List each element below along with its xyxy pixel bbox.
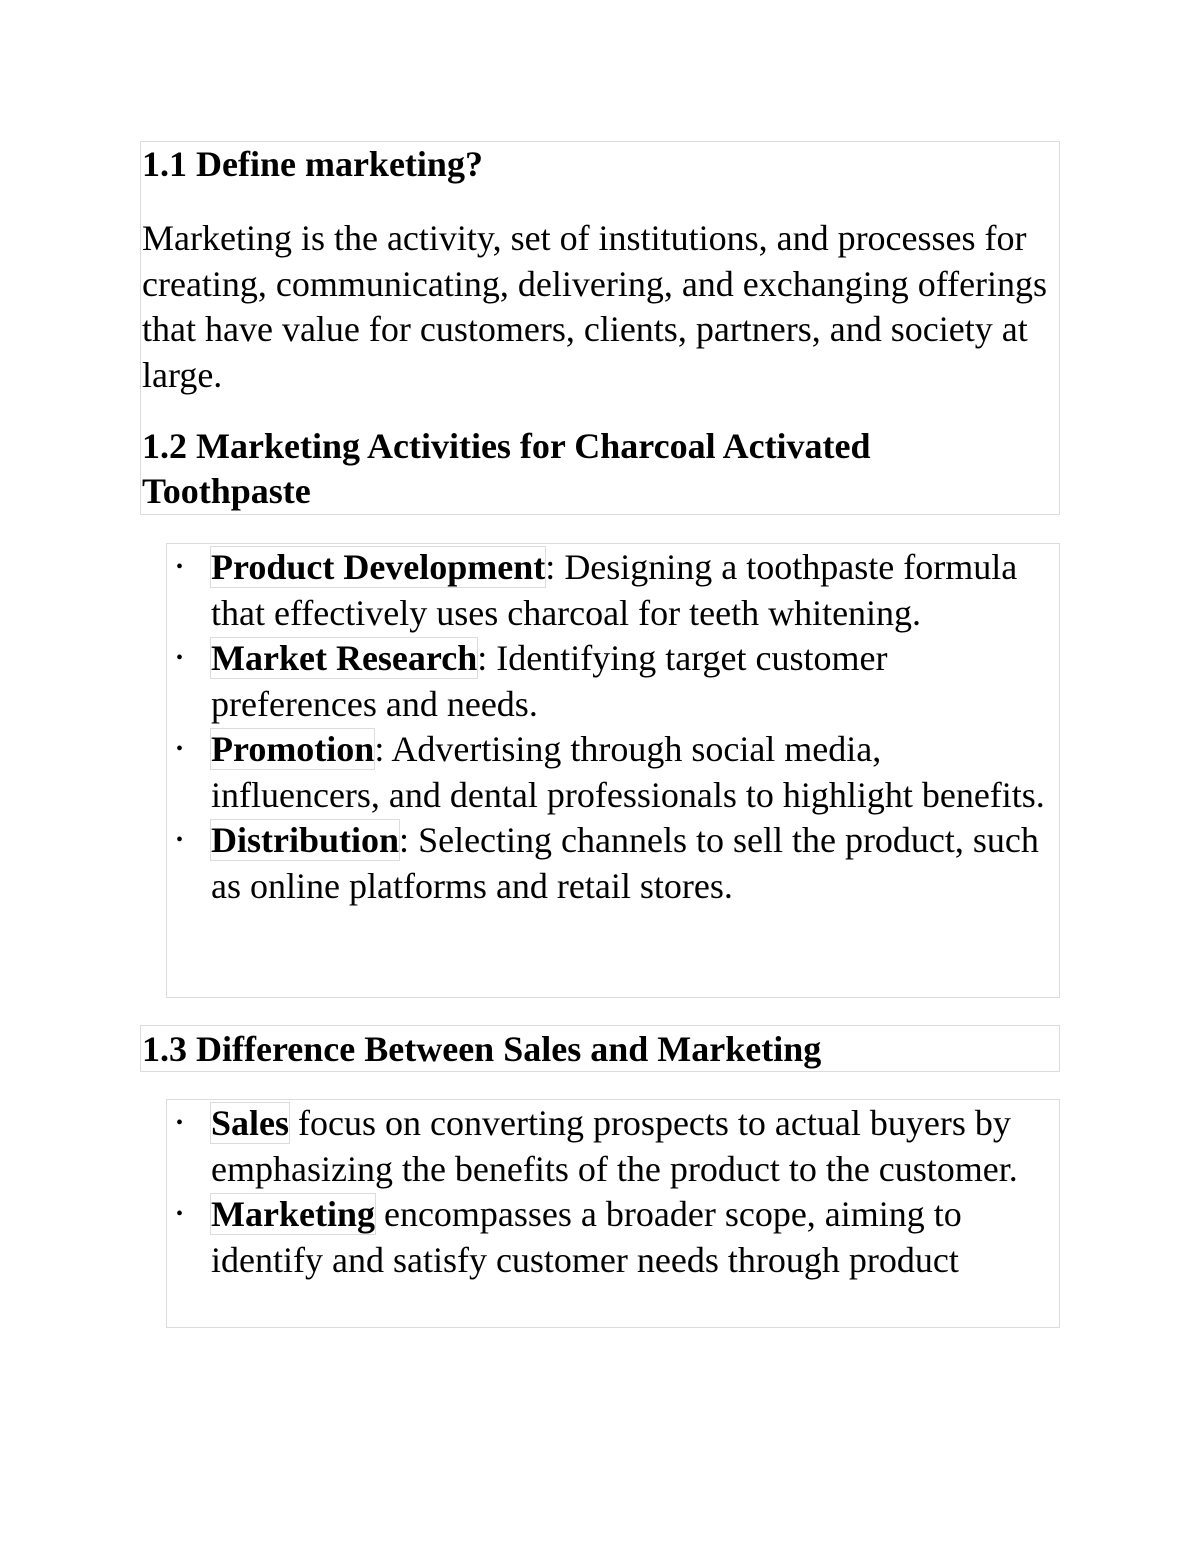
marketing-definition-paragraph: Marketing is the activity, set of institutions, and processes for creating, communicating, delivering, and exchanging offerings that have value for customers, clients, partners, and society at large. bbox=[142, 218, 1048, 395]
list-item-text: Advertising through social media, influencers, and dental professionals to highlight benefits. bbox=[211, 729, 1045, 815]
list-item-text: Identifying target customer preferences and needs. bbox=[211, 638, 888, 724]
list-item-text: encompasses a broader scope, aiming to identify and satisfy customer needs through product bbox=[211, 1194, 962, 1280]
list-item-text: focus on converting prospects to actual buyers by emphasizing the benefits of the product to the customer. bbox=[211, 1103, 1018, 1189]
list-item-term: Product Development bbox=[211, 547, 546, 587]
list-item-term: Sales bbox=[211, 1103, 290, 1143]
sales-vs-marketing-list bbox=[166, 1101, 1056, 1283]
bullet-icon: • bbox=[176, 647, 184, 669]
bullet-icon: • bbox=[176, 556, 184, 578]
list-item-term: Distribution bbox=[211, 820, 400, 860]
list-item-text: Selecting channels to sell the product, such as online platforms and retail stores. bbox=[211, 820, 1039, 906]
list-item-separator: : bbox=[477, 638, 488, 678]
bullet-icon: • bbox=[176, 1203, 184, 1225]
list-item bbox=[166, 727, 1056, 818]
list-item bbox=[166, 1101, 1056, 1192]
section-3-heading: 1.3 Difference Between Sales and Marketing bbox=[142, 1029, 822, 1069]
section-1-heading: 1.1 Define marketing? bbox=[142, 144, 483, 184]
list-item-separator: : bbox=[399, 820, 410, 860]
marketing-activities-list bbox=[166, 545, 1056, 909]
section-2-heading: 1.2 Marketing Activities for Charcoal Activated Toothpaste bbox=[142, 426, 871, 511]
bullet-icon: • bbox=[176, 738, 184, 760]
list-item-term: Marketing bbox=[211, 1194, 375, 1234]
bullet-icon: • bbox=[176, 829, 184, 851]
list-item-text: Designing a toothpaste formula that effectively uses charcoal for teeth whitening. bbox=[211, 547, 1018, 633]
list-item-term: Promotion bbox=[211, 729, 375, 769]
list-item-separator: : bbox=[545, 547, 556, 587]
list-item bbox=[166, 818, 1056, 909]
list-item-separator: : bbox=[374, 729, 385, 769]
list-item bbox=[166, 1192, 1056, 1283]
bullet-icon: • bbox=[176, 1112, 184, 1134]
list-item bbox=[166, 636, 1056, 727]
list-item bbox=[166, 545, 1056, 636]
list-item-term: Market Research bbox=[211, 638, 478, 678]
